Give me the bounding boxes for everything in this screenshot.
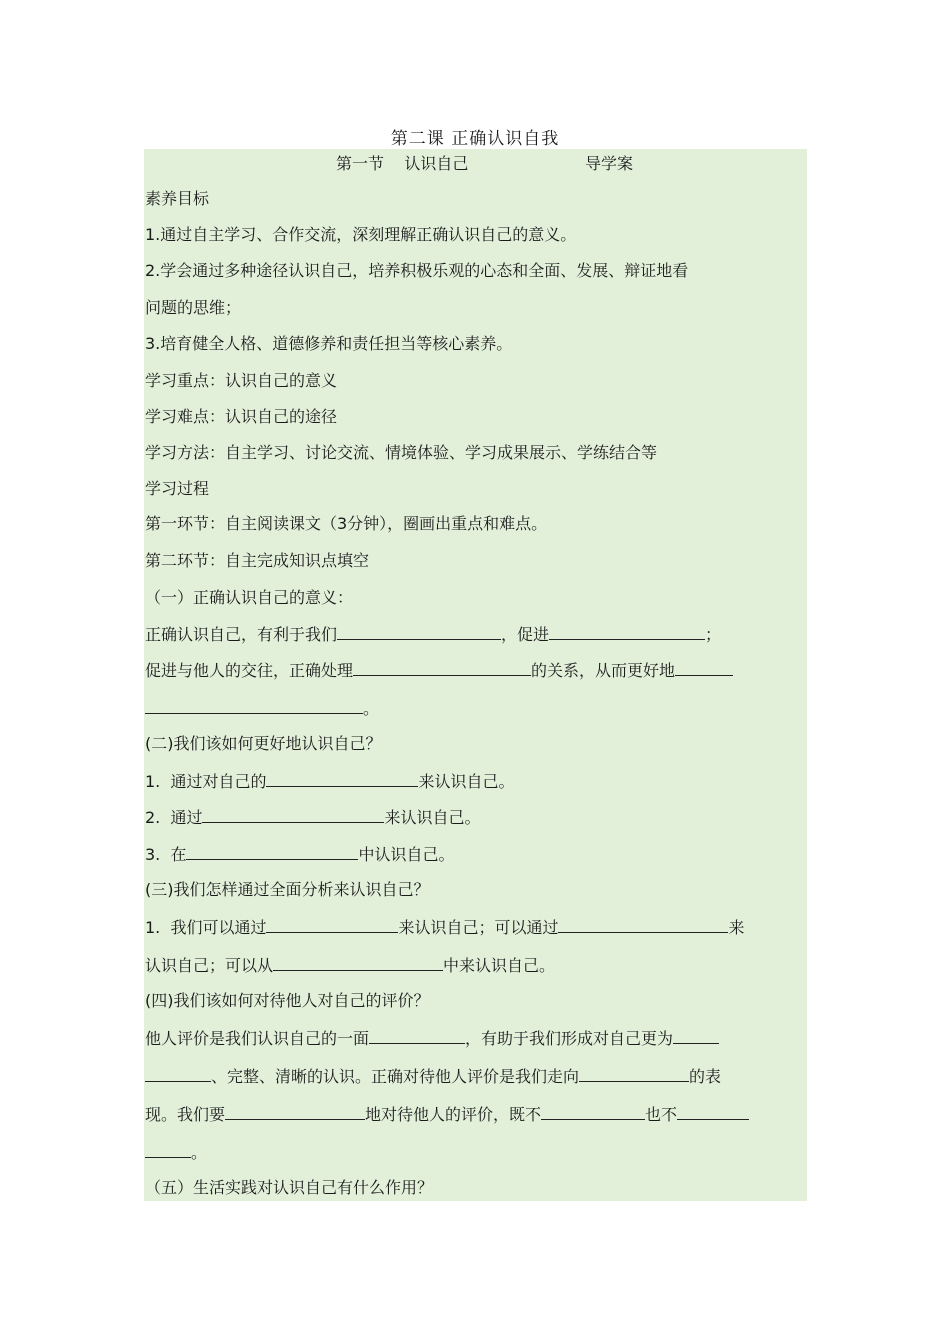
section-2-heading: (二)我们该如何更好地认识自己？ xyxy=(145,734,382,753)
learning-method: 学习方法：自主学习、讨论交流、情境体验、学习成果展示、学练结合等 xyxy=(145,443,658,462)
key-point: 学习重点：认识自己的意义 xyxy=(145,371,338,390)
blank[interactable] xyxy=(675,659,733,676)
blank[interactable] xyxy=(202,806,384,823)
goal-1: 1.通过自主学习、合作交流，深刻理解正确认识自己的意义。 xyxy=(145,225,577,244)
blank[interactable] xyxy=(677,1103,749,1120)
section-4-line-3: 现。我们要 地对待他人的评价，既不 也不 xyxy=(145,1103,749,1126)
section-1-line-1: 正确认识自己，有利于我们 ，促进 ； xyxy=(145,625,722,644)
section-title: 第一节 认识自己 xyxy=(336,154,469,173)
difficulty: 学习难点：认识自己的途径 xyxy=(145,407,338,426)
section-1-heading: （一）正确认识自己的意义： xyxy=(145,588,354,607)
blank[interactable] xyxy=(353,659,531,676)
blank[interactable] xyxy=(337,623,501,640)
blank[interactable] xyxy=(145,697,363,714)
blank[interactable] xyxy=(369,1027,465,1044)
blank[interactable] xyxy=(145,1141,191,1158)
process-heading: 学习过程 xyxy=(145,479,210,498)
step-2: 第二环节：自主完成知识点填空 xyxy=(145,551,370,570)
goals-heading: 素养目标 xyxy=(145,189,210,208)
blank[interactable] xyxy=(145,1065,211,1082)
section-4-heading: (四)我们该如何对待他人对自己的评价？ xyxy=(145,991,430,1010)
blank[interactable] xyxy=(673,1027,719,1044)
goal-2-continued: 问题的思维； xyxy=(145,298,242,317)
section-1-line-3: 。 xyxy=(145,697,379,720)
goal-3: 3.培育健全人格、道德修养和责任担当等核心素养。 xyxy=(145,334,513,353)
blank[interactable] xyxy=(541,1103,645,1120)
blank[interactable] xyxy=(266,770,418,787)
step-1: 第一环节：自主阅读课文（3分钟），圈画出重点和难点。 xyxy=(145,514,548,533)
section-2-line-2: 2. 通过 来认识自己。 xyxy=(145,808,481,827)
blank[interactable] xyxy=(579,1065,689,1082)
blank[interactable] xyxy=(558,916,728,933)
section-4-line-1: 他人评价是我们认识自己的一面 ，有助于我们形成对自己更为 xyxy=(145,1027,719,1050)
section-3-line-1: 1. 我们可以通过 来认识自己；可以通过 来 xyxy=(145,918,745,937)
blank[interactable] xyxy=(266,916,398,933)
section-3-heading: (三)我们怎样通过全面分析来认识自己？ xyxy=(145,880,430,899)
section-2-line-3: 3. 在 中认识自己。 xyxy=(145,845,455,864)
section-4-line-4: 。 xyxy=(145,1141,207,1164)
blank[interactable] xyxy=(186,843,358,860)
section-2-line-1: 1. 通过对自己的 来认识自己。 xyxy=(145,772,515,791)
lesson-title: 第二课 正确认识自我 xyxy=(390,129,560,149)
goal-2: 2.学会通过多种途径认识自己，培养积极乐观的心态和全面、发展、辩证地看 xyxy=(145,261,689,280)
blank[interactable] xyxy=(549,623,705,640)
section-1-line-2: 促进与他人的交往，正确处理 的关系，从而更好地 xyxy=(145,659,733,682)
guide-label: 导学案 xyxy=(585,154,634,173)
blank[interactable] xyxy=(225,1103,365,1120)
section-4-line-2: 、完整、清晰的认识。正确对待他人评价是我们走向 的表 xyxy=(145,1065,721,1088)
section-5-heading: （五）生活实践对认识自己有什么作用？ xyxy=(145,1178,434,1197)
blank[interactable] xyxy=(273,954,443,971)
section-3-line-2: 认识自己；可以从 中来认识自己。 xyxy=(145,956,556,975)
